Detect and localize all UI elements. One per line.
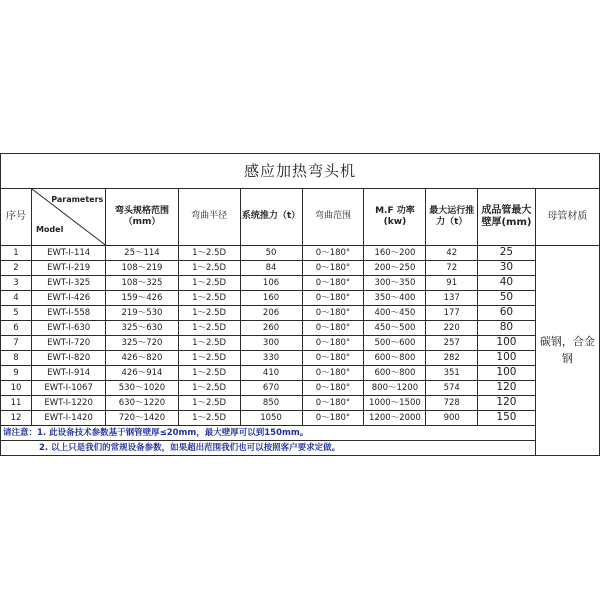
cell-seq: 1 xyxy=(1,246,32,261)
cell-bend-range: 0～180° xyxy=(302,411,364,426)
cell-elbow-range: 219～530 xyxy=(106,306,178,321)
table-row xyxy=(1,321,600,336)
cell-mf-power: 500～600 xyxy=(364,336,426,351)
cell-bend-radius: 1～2.5D xyxy=(178,411,240,426)
cell-bend-radius: 1～2.5D xyxy=(178,291,240,306)
cell-bend-radius: 1～2.5D xyxy=(178,321,240,336)
cell-bend-radius: 1～2.5D xyxy=(178,276,240,291)
cell-thrust: 410 xyxy=(240,366,302,381)
table-row xyxy=(1,396,600,411)
cell-max-thrust: 282 xyxy=(426,351,478,366)
cell-max-thrust: 574 xyxy=(426,381,478,396)
cell-max-thrust: 137 xyxy=(426,291,478,306)
cell-thrust: 206 xyxy=(240,306,302,321)
cell-bend-range: 0～180° xyxy=(302,396,364,411)
table-row xyxy=(1,351,600,366)
header-bend-radius: 弯曲半径 xyxy=(178,189,240,246)
cell-bend-range: 0～180° xyxy=(302,351,364,366)
table-row xyxy=(1,246,600,261)
table-row xyxy=(1,261,600,276)
cell-seq: 3 xyxy=(1,276,32,291)
cell-elbow-range: 159～426 xyxy=(106,291,178,306)
note-text: 请注意：1. 此设备技术参数基于钢管壁厚≤20mm，最大壁厚可以到150mm。 xyxy=(1,426,536,441)
cell-max-thrust: 220 xyxy=(426,321,478,336)
cell-model: EWT-I-720 xyxy=(31,336,105,351)
cell-mf-power: 300～350 xyxy=(364,276,426,291)
table-row xyxy=(1,276,600,291)
note-text: 2. 以上只是我们的常规设备参数，如果超出范围我们也可以按照客户要求定做。 xyxy=(1,441,536,456)
cell-elbow-range: 108～325 xyxy=(106,276,178,291)
cell-mf-power: 450～500 xyxy=(364,321,426,336)
cell-bend-range: 0～180° xyxy=(302,306,364,321)
cell-seq: 5 xyxy=(1,306,32,321)
table-row xyxy=(1,381,600,396)
cell-thrust: 50 xyxy=(240,246,302,261)
cell-bend-radius: 1～2.5D xyxy=(178,351,240,366)
cell-thrust: 670 xyxy=(240,381,302,396)
cell-model: EWT-I-914 xyxy=(31,366,105,381)
table-row xyxy=(1,291,600,306)
cell-elbow-range: 426～914 xyxy=(106,366,178,381)
cell-seq: 6 xyxy=(1,321,32,336)
cell-bend-range: 0～180° xyxy=(302,276,364,291)
cell-thrust: 260 xyxy=(240,321,302,336)
cell-max-wall: 30 xyxy=(478,261,536,276)
cell-thrust: 300 xyxy=(240,336,302,351)
cell-elbow-range: 325～630 xyxy=(106,321,178,336)
cell-bend-range: 0～180° xyxy=(302,291,364,306)
header-parameters-model xyxy=(31,189,105,246)
cell-bend-radius: 1～2.5D xyxy=(178,396,240,411)
header-max-wall: 成品管最大壁厚(mm) xyxy=(478,189,536,246)
cell-seq: 11 xyxy=(1,396,32,411)
header-elbow-range: 弯头规格范围（mm） xyxy=(106,189,178,246)
cell-mf-power: 1000～1500 xyxy=(364,396,426,411)
cell-seq: 8 xyxy=(1,351,32,366)
cell-bend-range: 0～180° xyxy=(302,381,364,396)
cell-max-wall: 40 xyxy=(478,276,536,291)
cell-elbow-range: 426～820 xyxy=(106,351,178,366)
header-material: 母管材质 xyxy=(535,189,599,246)
cell-elbow-range: 630～1220 xyxy=(106,396,178,411)
header-model: Model xyxy=(35,225,64,234)
cell-model: EWT-I-1220 xyxy=(31,396,105,411)
cell-mf-power: 160～200 xyxy=(364,246,426,261)
cell-elbow-range: 325～720 xyxy=(106,336,178,351)
cell-max-wall: 50 xyxy=(478,291,536,306)
cell-bend-radius: 1～2.5D xyxy=(178,381,240,396)
cell-bend-radius: 1～2.5D xyxy=(178,246,240,261)
cell-mf-power: 800～1200 xyxy=(364,381,426,396)
header-max-thrust: 最大运行推力（t） xyxy=(426,189,478,246)
cell-mf-power: 350～400 xyxy=(364,291,426,306)
table-row xyxy=(1,306,600,321)
table-row xyxy=(1,336,600,351)
cell-seq: 4 xyxy=(1,291,32,306)
table-title: 感应加热弯头机 xyxy=(1,154,600,189)
cell-bend-range: 0～180° xyxy=(302,246,364,261)
cell-seq: 2 xyxy=(1,261,32,276)
header-parameters: Parameters xyxy=(51,195,104,204)
cell-max-wall: 60 xyxy=(478,306,536,321)
cell-bend-radius: 1～2.5D xyxy=(178,336,240,351)
cell-max-thrust: 177 xyxy=(426,306,478,321)
cell-mf-power: 600～800 xyxy=(364,366,426,381)
cell-model: EWT-I-219 xyxy=(31,261,105,276)
cell-bend-radius: 1～2.5D xyxy=(178,306,240,321)
cell-elbow-range: 25～114 xyxy=(106,246,178,261)
cell-bend-range: 0～180° xyxy=(302,261,364,276)
cell-max-wall: 100 xyxy=(478,336,536,351)
cell-thrust: 850 xyxy=(240,396,302,411)
cell-model: EWT-I-630 xyxy=(31,321,105,336)
cell-max-wall: 25 xyxy=(478,246,536,261)
header-bend-range: 弯曲范围 xyxy=(302,189,364,246)
note-row xyxy=(1,426,600,441)
cell-model: EWT-I-325 xyxy=(31,276,105,291)
cell-max-wall: 100 xyxy=(478,366,536,381)
cell-thrust: 1050 xyxy=(240,411,302,426)
cell-mf-power: 600～800 xyxy=(364,351,426,366)
cell-model: EWT-I-426 xyxy=(31,291,105,306)
cell-seq: 9 xyxy=(1,366,32,381)
header-seq: 序号 xyxy=(1,189,32,246)
cell-mf-power: 400～450 xyxy=(364,306,426,321)
cell-max-wall: 120 xyxy=(478,396,536,411)
cell-seq: 12 xyxy=(1,411,32,426)
cell-mf-power: 200～250 xyxy=(364,261,426,276)
cell-bend-radius: 1～2.5D xyxy=(178,261,240,276)
table-row xyxy=(1,411,600,426)
cell-max-wall: 80 xyxy=(478,321,536,336)
cell-max-wall: 100 xyxy=(478,351,536,366)
cell-thrust: 84 xyxy=(240,261,302,276)
cell-max-thrust: 900 xyxy=(426,411,478,426)
cell-elbow-range: 720～1420 xyxy=(106,411,178,426)
cell-max-thrust: 42 xyxy=(426,246,478,261)
cell-elbow-range: 108～219 xyxy=(106,261,178,276)
cell-mf-power: 1200～2000 xyxy=(364,411,426,426)
cell-seq: 7 xyxy=(1,336,32,351)
cell-max-thrust: 72 xyxy=(426,261,478,276)
cell-bend-radius: 1～2.5D xyxy=(178,366,240,381)
cell-max-wall: 150 xyxy=(478,411,536,426)
header-thrust: 系统推力（t） xyxy=(240,189,302,246)
cell-model: EWT-I-820 xyxy=(31,351,105,366)
spec-sheet xyxy=(0,153,600,456)
cell-thrust: 106 xyxy=(240,276,302,291)
cell-bend-range: 0～180° xyxy=(302,321,364,336)
note-row xyxy=(1,441,600,456)
cell-model: EWT-I-114 xyxy=(31,246,105,261)
cell-max-wall: 120 xyxy=(478,381,536,396)
cell-max-thrust: 351 xyxy=(426,366,478,381)
cell-seq: 10 xyxy=(1,381,32,396)
spec-table xyxy=(0,153,600,456)
header-mf-power: M.F 功率(kw) xyxy=(364,189,426,246)
cell-max-thrust: 257 xyxy=(426,336,478,351)
cell-max-thrust: 91 xyxy=(426,276,478,291)
cell-model: EWT-I-1420 xyxy=(31,411,105,426)
table-row xyxy=(1,366,600,381)
cell-model: EWT-I-558 xyxy=(31,306,105,321)
cell-bend-range: 0～180° xyxy=(302,366,364,381)
cell-model: EWT-I-1067 xyxy=(31,381,105,396)
cell-max-thrust: 728 xyxy=(426,396,478,411)
cell-thrust: 330 xyxy=(240,351,302,366)
cell-bend-range: 0～180° xyxy=(302,336,364,351)
cell-thrust: 160 xyxy=(240,291,302,306)
cell-material: 碳钢，合金钢 xyxy=(535,246,599,456)
cell-elbow-range: 530～1020 xyxy=(106,381,178,396)
table-body xyxy=(1,246,600,456)
